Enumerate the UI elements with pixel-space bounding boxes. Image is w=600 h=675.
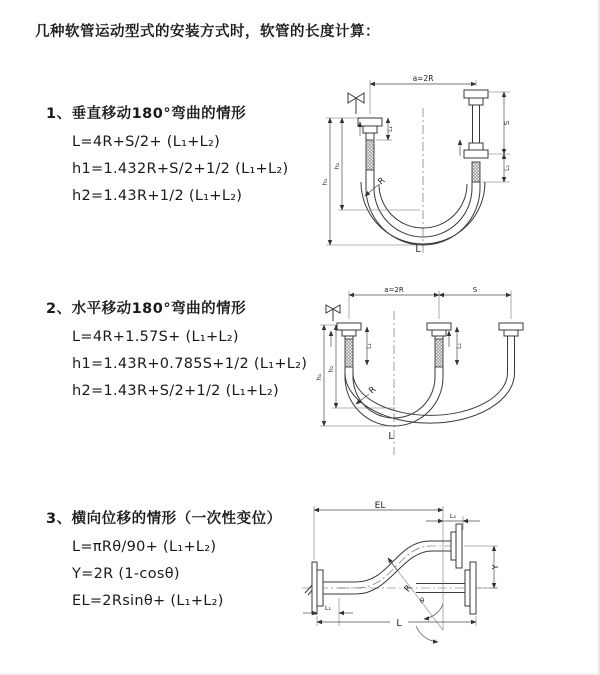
angle-construction bbox=[388, 558, 443, 642]
radius-label: R bbox=[402, 583, 415, 595]
radius-label: R bbox=[376, 175, 388, 188]
dim-label-l1: L₁ bbox=[324, 604, 332, 612]
valve-icon bbox=[348, 93, 364, 114]
dimension-s bbox=[439, 286, 511, 295]
diagram-lateral-displacement bbox=[298, 500, 508, 660]
section-3-heading: 3、横向位移的情形（一次性变位） bbox=[46, 511, 282, 527]
dimension-h2 bbox=[327, 325, 395, 408]
upper-flange-assembly bbox=[451, 524, 462, 568]
dim-label-l1: L₁ bbox=[387, 126, 394, 132]
dimension-h1 bbox=[315, 325, 393, 426]
formula-line: L=4R+1.57S+ (L₁+L₂) bbox=[72, 329, 239, 345]
dim-label-s: S bbox=[472, 286, 478, 294]
length-label: L bbox=[415, 244, 421, 255]
dim-label-a2r: a=2R bbox=[412, 74, 434, 83]
dim-label-l2: L₂ bbox=[504, 165, 511, 171]
dimension-l2 bbox=[456, 327, 463, 365]
formula-line: h1=1.43R+0.785S+1/2 (L₁+L₂) bbox=[72, 356, 308, 372]
section-vertical-movement bbox=[46, 102, 288, 204]
dim-label-el: EL bbox=[374, 501, 386, 511]
formula-line: L=πRθ/90+ (L₁+L₂) bbox=[72, 539, 217, 555]
section-2-heading: 2、水平移动180°弯曲的情形 bbox=[46, 301, 247, 317]
dim-label-h1: h₁ bbox=[321, 178, 329, 186]
dim-label-y: Y bbox=[491, 564, 500, 570]
formula-line: h2=1.43R+S/2+1/2 (L₁+L₂) bbox=[72, 383, 279, 399]
radius-callout bbox=[365, 176, 387, 196]
dim-label-l2: L₂ bbox=[456, 343, 463, 349]
radius-label: R bbox=[367, 384, 379, 397]
left-pipe-assembly bbox=[337, 323, 361, 367]
dim-label-h1: h₁ bbox=[315, 373, 323, 381]
valve-icon bbox=[326, 305, 340, 321]
right-pipe-assembly bbox=[464, 90, 488, 182]
dim-label-s: S bbox=[503, 120, 511, 126]
formula-line: Y=2R (1-cosθ) bbox=[72, 566, 180, 582]
dimension-l1 bbox=[366, 327, 373, 365]
formula-line: h2=1.43R+1/2 (L₁+L₂) bbox=[72, 188, 243, 204]
dimension-l bbox=[317, 616, 476, 629]
dimension-l2 bbox=[426, 512, 480, 530]
dimension-s bbox=[488, 92, 511, 154]
section-lateral-displacement bbox=[46, 507, 282, 609]
angle-label: θ bbox=[419, 597, 425, 605]
length-label: L bbox=[396, 618, 402, 629]
dimension-el bbox=[314, 501, 443, 630]
diagram-horizontal-180-bend bbox=[315, 283, 525, 461]
dimension-h1 bbox=[321, 118, 420, 245]
dim-label-l2: L₂ bbox=[449, 512, 457, 520]
formula-line: EL=2Rsinθ+ (L₁+L₂) bbox=[72, 593, 224, 609]
right-pipe-assembly bbox=[499, 323, 523, 355]
formula-line: h1=1.432R+S/2+1/2 (L₁+L₂) bbox=[72, 161, 289, 177]
dim-label-l1: L₁ bbox=[366, 343, 373, 349]
radius-callout bbox=[356, 385, 378, 404]
diagram-vertical-180-bend bbox=[320, 70, 530, 260]
section-horizontal-movement bbox=[46, 297, 307, 399]
dimension-a2r bbox=[349, 286, 511, 319]
left-pipe-assembly bbox=[358, 118, 382, 170]
dim-label-a2r: a=2R bbox=[384, 286, 404, 294]
page-title: 几种软管运动型式的安装方式时，软管的长度计算： bbox=[35, 24, 380, 40]
formula-line: L=4R+S/2+ (L₁+L₂) bbox=[72, 134, 221, 150]
dim-label-h2: h₂ bbox=[333, 162, 341, 170]
middle-pipe-assembly bbox=[427, 323, 451, 367]
length-label: L bbox=[388, 431, 394, 442]
dim-label-h2: h₂ bbox=[327, 365, 335, 373]
section-1-heading: 1、垂直移动180°弯曲的情形 bbox=[46, 106, 247, 122]
